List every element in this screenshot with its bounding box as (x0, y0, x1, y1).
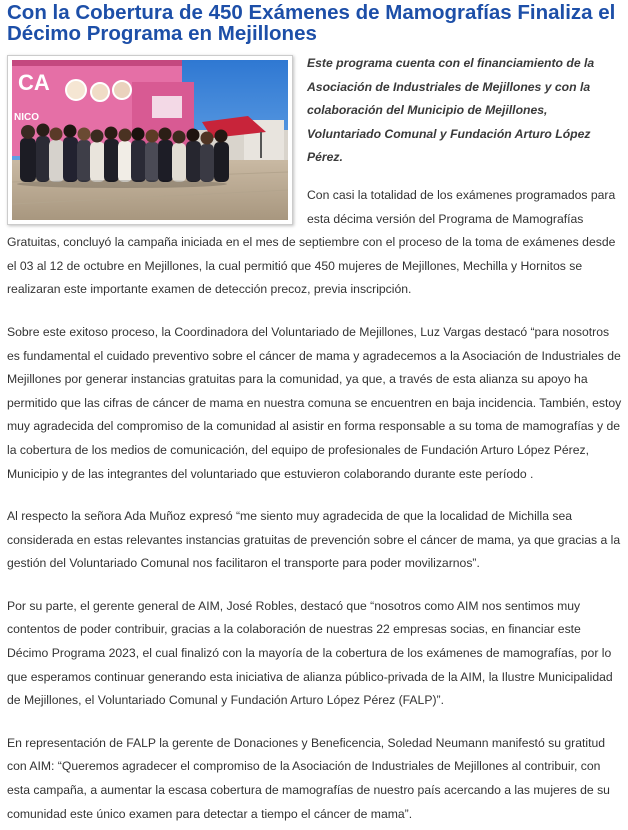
truck-portrait (91, 83, 109, 101)
article-paragraph: Por su parte, el gerente general de AIM, José Robles, destacó que “nosotros como AIM nos sentimos muy contentos de poder contribuir, gracias a la colaboración de nuestras 22 empresas socias, en financiar este Décimo Programa 2023, el cual finalizó con la mayoría de la cobertura de los exámenes de mamografías, por lo que esperamos continuar generando esta iniciativa de alianza público-privada de la AIM, la Ilustre Municipalidad de Mejillones, el Voluntariado Comunal y Fundación Arturo López Pérez (FALP)”. (7, 598, 613, 708)
truck-portrait (66, 80, 86, 100)
tent-pole (260, 132, 262, 158)
article-paragraph: Con casi la totalidad de los exámenes programados para esta décima versión del Programa de Mamografías Gratuitas, concluyó la campaña iniciada en el mes de septiembre con el proceso de la toma de exámenes desde el 03 al 12 de octubre en Mejillones, la cual permitió que 450 mujeres de Mejillones, Mechilla y Hornitos se realizaran este importante examen de detección precoz, previa inscripción. (7, 187, 616, 297)
article-paragraph: En representación de FALP la gerente de Donaciones y Beneficencia, Soledad Neumann manifestó su gratitud con AIM: “Queremos agradecer el compromiso de la Asociación de Industriales de Mejillones al contribuir, con esta campaña, a aumentar la escasa cobertura de mamografías de nuestro país acercando a las mujeres de su comunidad este único examen para detectar a tiempo el cáncer de mama”. (7, 735, 610, 821)
article-intro: Este programa cuenta con el financiamiento de la Asociación de Industriales de Mejillones y con la colaboración del Municipio de Mejillones, Voluntariado Comunal y Fundación Arturo López Pérez. (307, 56, 595, 165)
article-title: Con la Cobertura de 450 Exámenes de Mamografías Finaliza el Décimo Programa en Mejillones (7, 1, 616, 45)
article-photo (7, 55, 293, 225)
group-photo-image (12, 60, 288, 220)
people-group (20, 124, 229, 183)
article-body (7, 51, 622, 826)
truck-sign-text: CA (18, 70, 50, 95)
truck-portrait (113, 81, 131, 99)
truck-window (152, 96, 182, 118)
truck-roof (12, 60, 182, 66)
people-shadow (17, 180, 227, 188)
truck-sign-text-2: NICO (14, 112, 39, 123)
article-paragraph: Sobre este exitoso proceso, la Coordinadora del Voluntariado de Mejillones, Luz Vargas destacó “para nosotros es fundamental el cuidado preventivo sobre el cáncer de mama y agradecemos a la Asociación de Industriales de Mejillones por generar instancias gratuitas para la comunidad, ya que, a través de esta alianza su apoyo ha permitido que las cifras de cáncer de mama en nuestra comuna se encuentren en baja incidencia. También, estoy muy agradecida del compromiso de la comunidad al asistir en forma responsable a su toma de mamografías y de la cobertura de los medios de comunicación, del equipo de profesionales de Fundación Arturo López Pérez, Municipio y de las integrantes del voluntariado que estuvieron colaborando durante este período . (7, 324, 622, 481)
article-paragraph: Al respecto la señora Ada Muñoz expresó “me siento muy agradecida de que la localidad de Michilla sea considerada en estas relevantes instancias gratuitas de prevención sobre el cáncer de mama, ya que gracias a la gestión del Voluntariado Comunal nos facilitaron el transporte para poder movilizarnos”. (7, 509, 621, 571)
